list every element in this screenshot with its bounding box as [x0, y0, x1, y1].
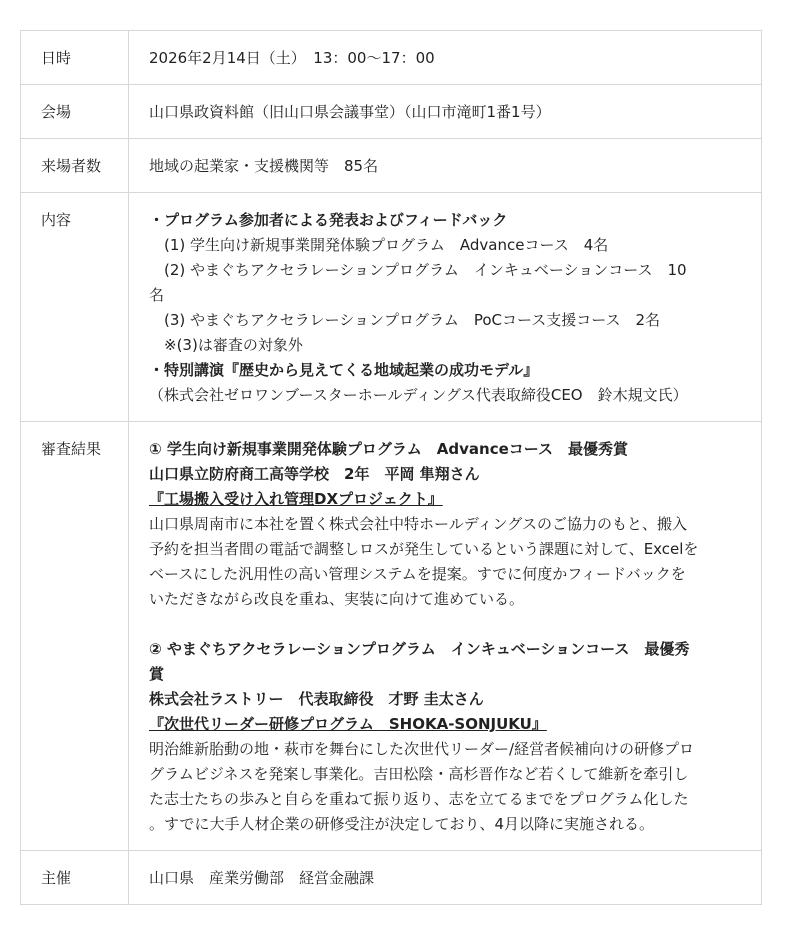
content-line-8: （株式会社ゼロワンブースターホールディングス代表取締役CEO 鈴木規文氏）	[149, 386, 688, 404]
label-results: 審査結果	[21, 422, 129, 851]
label-organizer: 主催	[21, 851, 129, 905]
spacer	[149, 612, 741, 637]
content-line-6: ※(3)は審査の対象外	[164, 336, 303, 354]
award2-desc-3: た志士たちの歩みと自らを重ねて振り返り、志を立てるまでをプログラム化した	[149, 790, 689, 808]
value-attendees: 地域の起業家・支援機関等 85名	[129, 139, 762, 193]
content-line-1: ・プログラム参加者による発表およびフィードバック	[149, 211, 508, 229]
label-content: 内容	[21, 193, 129, 422]
info-table-container	[20, 30, 762, 905]
row-results	[21, 422, 762, 851]
content-line-5: (3) やまぐちアクセラレーションプログラム PoCコース支援コース 2名	[164, 311, 661, 329]
value-results	[129, 422, 762, 851]
row-organizer	[21, 851, 762, 905]
content-line-2: (1) 学生向け新規事業開発体験プログラム Advanceコース 4名	[164, 236, 609, 254]
value-venue: 山口県政資料館（旧山口県会議事堂）（山口市滝町1番1号）	[129, 85, 762, 139]
award1-desc-2: 予約を担当者間の電話で調整しロスが発生しているという課題に対して、Excelを	[149, 540, 699, 558]
award1-winner: 山口県立防府商工高等学校 2年 平岡 隼翔さん	[149, 465, 480, 483]
content-line-7: ・特別講演『歴史から見えてくる地域起業の成功モデル』	[149, 361, 539, 379]
value-content	[129, 193, 762, 422]
award2-project: 『次世代リーダー研修プログラム SHOKA-SONJUKU』	[149, 715, 547, 733]
label-venue: 会場	[21, 85, 129, 139]
award2-heading-2: 賞	[149, 665, 165, 683]
label-attendees: 来場者数	[21, 139, 129, 193]
award1-desc-4: いただきながら改良を重ね、実装に向けて進めている。	[149, 590, 525, 608]
value-date: 2026年2月14日（土） 13：00〜17：00	[129, 31, 762, 85]
award1-desc-1: 山口県周南市に本社を置く株式会社中特ホールディングスのご協力のもと、搬入	[149, 515, 688, 533]
row-attendees	[21, 139, 762, 193]
row-content	[21, 193, 762, 422]
content-line-3: (2) やまぐちアクセラレーションプログラム インキュベーションコース 10	[164, 261, 687, 279]
award2-desc-2: グラムビジネスを発案し事業化。吉田松陰・高杉晋作など若くして維新を牽引し	[149, 765, 689, 783]
content-line-4: 名	[149, 286, 165, 304]
award1-heading: ① 学生向け新規事業開発体験プログラム Advanceコース 最優秀賞	[149, 440, 629, 458]
award2-desc-4: 。すでに大手人材企業の研修受注が決定しており、4月以降に実施される。	[149, 815, 654, 833]
award2-winner: 株式会社ラストリー 代表取締役 才野 圭太さん	[149, 690, 484, 708]
row-venue	[21, 85, 762, 139]
row-date	[21, 31, 762, 85]
award2-desc-1: 明治維新胎動の地・萩市を舞台にした次世代リーダー/経営者候補向けの研修プロ	[149, 740, 695, 758]
event-info-table	[20, 30, 762, 905]
value-organizer: 山口県 産業労働部 経営金融課	[129, 851, 762, 905]
label-date: 日時	[21, 31, 129, 85]
award1-project: 『工場搬入受け入れ管理DXプロジェクト』	[149, 490, 443, 508]
award1-desc-3: ベースにした汎用性の高い管理システムを提案。すでに何度かフィードバックを	[149, 565, 686, 583]
award2-heading-1: ② やまぐちアクセラレーションプログラム インキュベーションコース 最優秀	[149, 640, 690, 658]
